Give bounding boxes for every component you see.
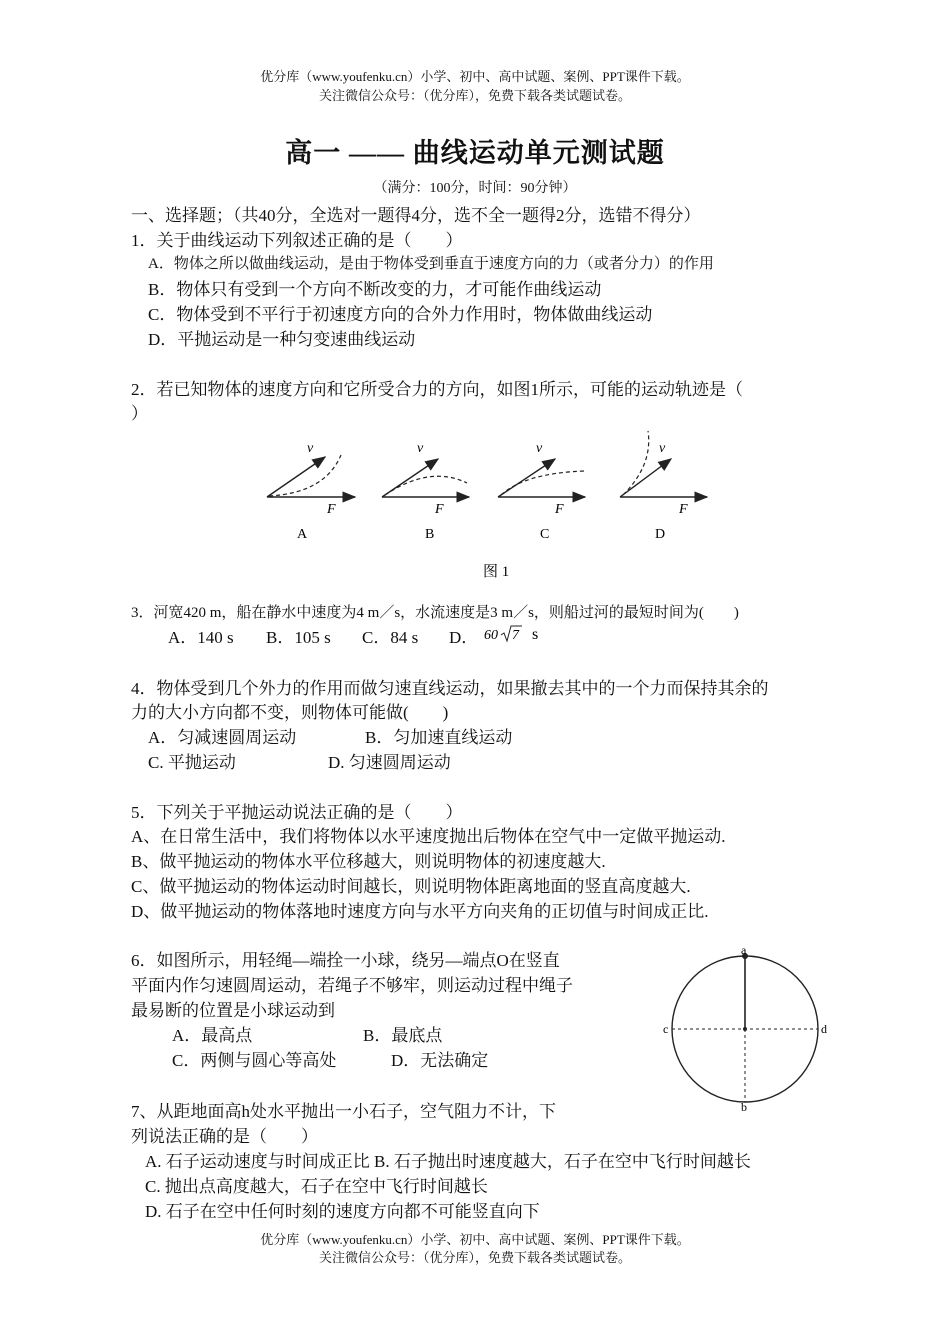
figure-1-panel-c bbox=[498, 441, 585, 542]
velocity-label: v bbox=[659, 441, 666, 456]
q5-option-b: B、做平抛运动的物体水平位移越大，则说明物体的初速度越大. bbox=[131, 852, 606, 871]
force-label: F bbox=[327, 502, 336, 517]
q6-stem-2: 平面内作匀速圆周运动，若绳子不够牢，则运动过程中绳子 bbox=[131, 976, 573, 995]
trajectory-path bbox=[269, 455, 341, 496]
velocity-arrow bbox=[498, 459, 555, 497]
q5-option-c: C、做平抛运动的物体运动时间越长，则说明物体距离地面的竖直高度越大. bbox=[131, 877, 691, 896]
q6-option-b: B．最底点 bbox=[363, 1026, 443, 1045]
q6-stem: 6．如图所示，用轻绳—端拴一小球，绕另—端点O在竖直 bbox=[131, 951, 560, 970]
velocity-arrow bbox=[382, 459, 438, 497]
velocity-arrow bbox=[267, 457, 325, 497]
q4-option-d: D. 匀速圆周运动 bbox=[328, 753, 451, 772]
q5-stem: 5．下列关于平抛运动说法正确的是（ ） bbox=[131, 803, 463, 822]
q3-option-a: A．140 s bbox=[168, 628, 234, 647]
q3-stem: 3．河宽420 m，船在静水中速度为4 m／s，水流速度是3 m／s，则船过河的最短时间为( ) bbox=[131, 605, 739, 621]
q6-option-d: D．无法确定 bbox=[391, 1051, 489, 1070]
point-label-d: d bbox=[821, 1022, 827, 1036]
q4-stem-2: 力的大小方向都不变，则物体可能做( ) bbox=[131, 703, 449, 722]
velocity-label: v bbox=[536, 441, 543, 456]
figure-1-panel-d bbox=[620, 431, 707, 542]
q1-stem: 1．关于曲线运动下列叙述正确的是（ ） bbox=[131, 231, 463, 250]
q4-option-a: A．匀减速圆周运动 bbox=[148, 728, 297, 747]
point-label-b: b bbox=[741, 1100, 747, 1114]
figure-1-velocity-force bbox=[255, 425, 725, 585]
q3-option-c: C．84 s bbox=[362, 628, 419, 647]
circle-motion-figure bbox=[662, 946, 834, 1114]
q7-option-c: C. 抛出点高度越大，石子在空中飞行时间越长 bbox=[145, 1177, 488, 1196]
q6-option-c: C．两侧与圆心等高处 bbox=[172, 1051, 337, 1070]
q1-option-c: C．物体受到不平行于初速度方向的合外力作用时，物体做曲线运动 bbox=[148, 305, 653, 324]
force-label: F bbox=[435, 502, 444, 517]
force-label: F bbox=[679, 502, 688, 517]
q1-option-b: B．物体只有受到一个方向不断改变的力，才可能作曲线运动 bbox=[148, 280, 602, 299]
q3-option-d: D． bbox=[449, 628, 479, 647]
section-heading: 一、选择题；（共40分，全选对一题得4分，选不全一题得2分，选错不得分） bbox=[131, 206, 701, 225]
q5-option-d: D、做平抛运动的物体落地时速度方向与水平方向夹角的正切值与时间成正比. bbox=[131, 902, 709, 921]
trajectory-path bbox=[385, 476, 467, 495]
velocity-arrow bbox=[620, 459, 671, 497]
header-line-1: 优分库（www.youfenku.cn）小学、初中、高中试题、案例、PPT课件下载。 bbox=[260, 69, 690, 84]
formula-radicand: 7 bbox=[512, 628, 519, 643]
q7-option-d: D. 石子在空中任何时刻的速度方向都不可能竖直向下 bbox=[145, 1202, 540, 1221]
point-label-a: a bbox=[741, 946, 747, 957]
velocity-label: v bbox=[417, 441, 424, 456]
panel-label-b: B bbox=[425, 527, 435, 542]
figure-1-panel-b bbox=[382, 441, 469, 542]
page-subtitle: （满分：100分，时间：90分钟） bbox=[373, 181, 577, 196]
header-line-2: 关注微信公众号：（优分库），免费下载各类试题试卷。 bbox=[318, 88, 631, 103]
page-title: 高一 —— 曲线运动单元测试题 bbox=[285, 138, 665, 168]
formula-unit: s bbox=[532, 626, 539, 643]
q4-option-c: C. 平抛运动 bbox=[148, 753, 236, 772]
trajectory-path bbox=[501, 471, 585, 495]
center-point bbox=[743, 1027, 747, 1031]
q1-option-a: A．物体之所以做曲线运动，是由于物体受到垂直于速度方向的力（或者分力）的作用 bbox=[148, 256, 714, 272]
q2-stem-end: ） bbox=[131, 404, 148, 423]
figure-1-panel-a bbox=[267, 441, 355, 542]
force-label: F bbox=[555, 502, 564, 517]
q5-option-a: A、在日常生活中，我们将物体以水平速度抛出后物体在空气中一定做平抛运动. bbox=[131, 827, 726, 846]
q2-stem: 2．若已知物体的速度方向和它所受合力的方向，如图1所示，可能的运动轨迹是（ bbox=[131, 380, 743, 399]
q4-stem: 4．物体受到几个外力的作用而做匀速直线运动，如果撤去其中的一个力而保持其余的 bbox=[131, 679, 769, 698]
velocity-label: v bbox=[307, 441, 314, 456]
q7-stem-2: 列说法正确的是（ ） bbox=[131, 1127, 318, 1146]
point-label-c: c bbox=[663, 1022, 669, 1036]
q1-option-d: D．平抛运动是一种匀变速曲线运动 bbox=[148, 330, 416, 349]
panel-label-d: D bbox=[655, 527, 666, 542]
q4-option-b: B．匀加速直线运动 bbox=[365, 728, 513, 747]
formula-coefficient: 60 bbox=[484, 628, 498, 643]
q6-option-a: A．最高点 bbox=[172, 1026, 253, 1045]
q3-option-b: B．105 s bbox=[266, 628, 331, 647]
panel-label-c: C bbox=[540, 527, 550, 542]
footer-line-1: 优分库（www.youfenku.cn）小学、初中、高中试题、案例、PPT课件下载。 bbox=[260, 1232, 690, 1247]
panel-label-a: A bbox=[297, 527, 308, 542]
q7-stem: 7、从距地面高h处水平抛出一小石子，空气阻力不计，下 bbox=[131, 1102, 556, 1121]
figure-1-caption: 图 1 bbox=[483, 564, 510, 580]
q6-stem-3: 最易断的位置是小球运动到 bbox=[131, 1001, 335, 1020]
q7-option-ab: A. 石子运动速度与时间成正比 B. 石子抛出时速度越大，石子在空中飞行时间越长 bbox=[145, 1152, 751, 1171]
q3-option-d-formula bbox=[482, 622, 544, 646]
footer-line-2: 关注微信公众号：（优分库），免费下载各类试题试卷。 bbox=[318, 1250, 631, 1265]
